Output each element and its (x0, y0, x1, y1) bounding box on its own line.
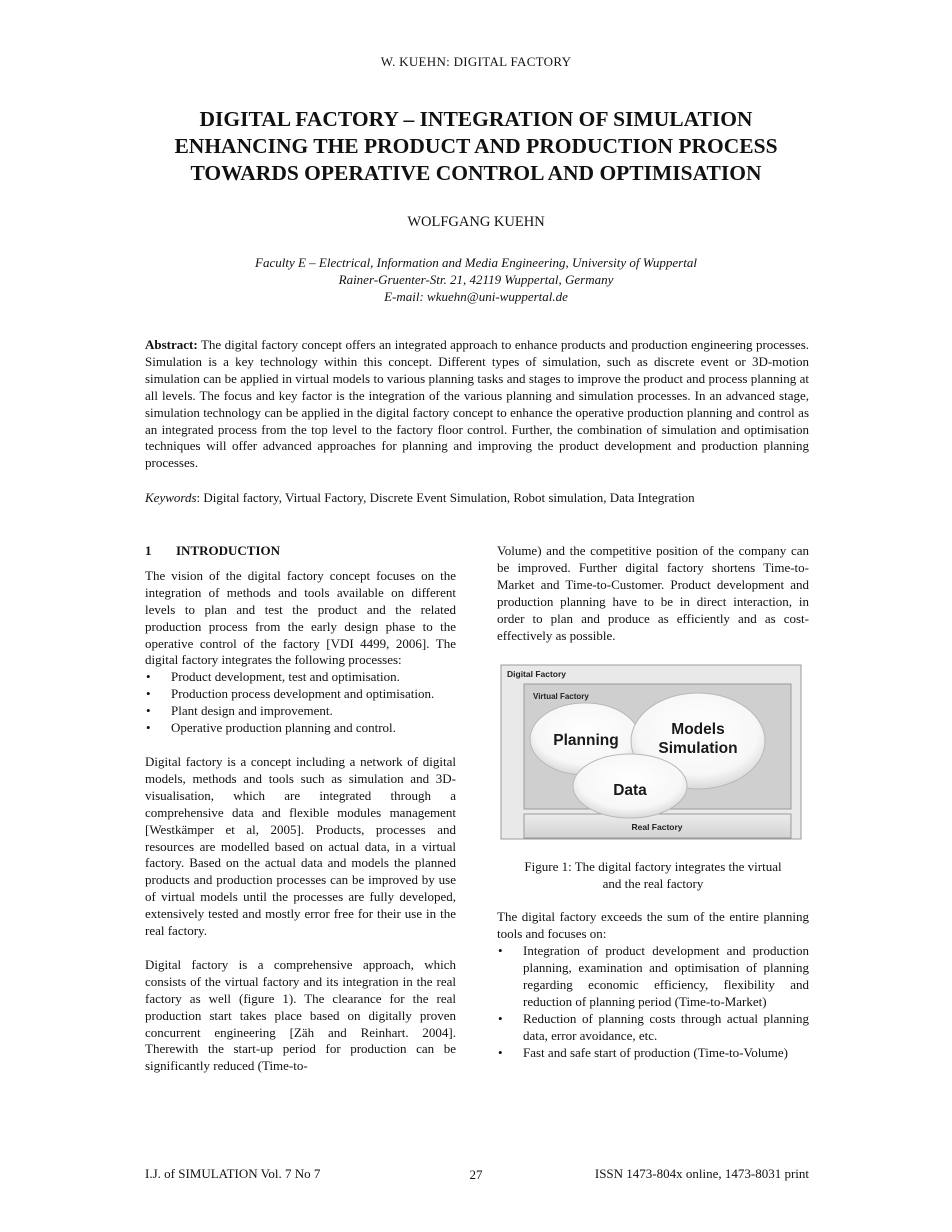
list-item: • Reduction of planning costs through actual planning data, error avoidance, etc. (497, 1011, 809, 1045)
keywords-text: : Digital factory, Virtual Factory, Discrete Event Simulation, Robot simulation, Data Integration (196, 490, 695, 505)
section-title: INTRODUCTION (176, 543, 281, 558)
process-list (145, 669, 456, 737)
data-label: Data (613, 782, 647, 800)
list-item: • Fast and safe start of production (Time-to-Volume) (497, 1045, 809, 1062)
focus-list (497, 943, 809, 1061)
keywords (145, 489, 809, 506)
planning-label: Planning (553, 732, 619, 750)
keywords-label: Keywords (145, 490, 197, 505)
abstract (145, 337, 809, 472)
abstract-label: Abstract: (145, 337, 198, 352)
section-heading (145, 543, 456, 560)
caption-line: Figure 1: The digital factory integrates the virtual (524, 859, 782, 875)
footer-issn: ISSN 1473-804x online, 1473-8031 print (594, 1166, 809, 1181)
list-item: • Product development, test and optimisation. (145, 669, 456, 686)
right-column (497, 543, 809, 1062)
left-column (145, 543, 456, 1075)
title-line: DIGITAL FACTORY – INTEGRATION OF SIMULATION (199, 107, 753, 131)
author-affiliation-block (0, 254, 952, 305)
paper-title (100, 106, 852, 187)
title-line: ENHANCING THE PRODUCT AND PRODUCTION PROCESS (174, 134, 778, 158)
intro-paragraph-2: Digital factory is a concept including a network of digital models, methods and tools such as simulation and 3D-visualisation, which are integrated through a comprehensive data and flexible modules management [Westkämper et al, 2005]. Products, processes and resources are modelled based on actual data, in a virtual factory. Based on the actual data and models the planned products and production processes can be improved by use of virtual models until the processes are fully developed, extensively tested and mostly error free for their use in the real factory. (145, 753, 456, 939)
list-item: • Plant design and improvement. (145, 703, 456, 720)
caption-line: and the real factory (602, 876, 704, 892)
right-paragraph-2: The digital factory exceeds the sum of the entire planning tools and focuses on: (497, 909, 809, 942)
address: Rainer-Gruenter-Str. 21, 42119 Wuppertal, Germany (338, 272, 614, 287)
models-label: Models (671, 721, 725, 739)
abstract-text: The digital factory concept offers an integrated approach to enhance products and production engineering processes. Simulation is a key technology within this concept. Different types of simulation, such as discrete event or 3D-motion simulation can be applied in virtual models to various planning tasks and stages to improve the product and process planning at all levels. The focus and key factor is the integration of the various planning and simulation processes. In an advanced stage, simulation technology can be applied in the digital factory concept to enhance the operative production planning and control as an integrated process from the top level to the factory floor control. Further, the combination of simulation and optimisation techniques will offer advanced approaches for planning and improving the product development and production planning processes. (145, 337, 810, 471)
affiliation: Faculty E – Electrical, Information and Media Engineering, University of Wuppertal (255, 255, 697, 270)
footer-page-number: 27 (469, 1167, 483, 1182)
virtual-factory-label: Virtual Factory (533, 692, 589, 702)
digital-factory-label: Digital Factory (507, 669, 567, 680)
footer-journal: I.J. of SIMULATION Vol. 7 No 7 (145, 1166, 321, 1181)
email: E-mail: wkuehn@uni-wuppertal.de (384, 289, 568, 304)
list-item: • Operative production planning and control. (145, 720, 456, 737)
digital-factory-diagram (500, 664, 802, 842)
list-item: • Production process development and optimisation. (145, 686, 456, 703)
intro-paragraph-3: Digital factory is a comprehensive approach, which consists of the virtual factory and its integration in the real factory as well (figure 1). The clearance for the real production start takes place based on digitally proven concurrent engineering [Zäh and Reinhart. 2004]. Therewith the start-up period for production can be significantly reduced (Time-to- (145, 956, 456, 1074)
figure-1 (500, 664, 802, 842)
list-item: • Integration of product development and production planning, examination and optimisation of planning regarding economic efficiency, flexibility and reduction of planning period (Time-to-Market) (497, 943, 809, 1011)
author-name: WOLFGANG KUEHN (407, 214, 545, 230)
real-factory-label: Real Factory (631, 822, 683, 833)
title-line: TOWARDS OPERATIVE CONTROL AND OPTIMISATION (190, 161, 762, 185)
right-paragraph-1: Volume) and the competitive position of the company can be improved. Further digital factory shortens Time-to-Market and Time-to-Customer. Product development and production planning have to be in direct interaction, in order to plan and produce as efficiently and as cost-effectively as possible. (497, 543, 809, 643)
section-number: 1 (145, 543, 152, 558)
figure-caption (497, 858, 809, 892)
running-head: W. KUEHN: DIGITAL FACTORY (380, 54, 572, 69)
simulation-label: Simulation (658, 740, 738, 758)
intro-paragraph-1: The vision of the digital factory concept focuses on the integration of methods and tools available on different levels to plan and test the product and the related production process from the early design phase to the operative control of the factory [VDI 4499, 2006]. The digital factory integrates the following processes: (145, 567, 456, 668)
